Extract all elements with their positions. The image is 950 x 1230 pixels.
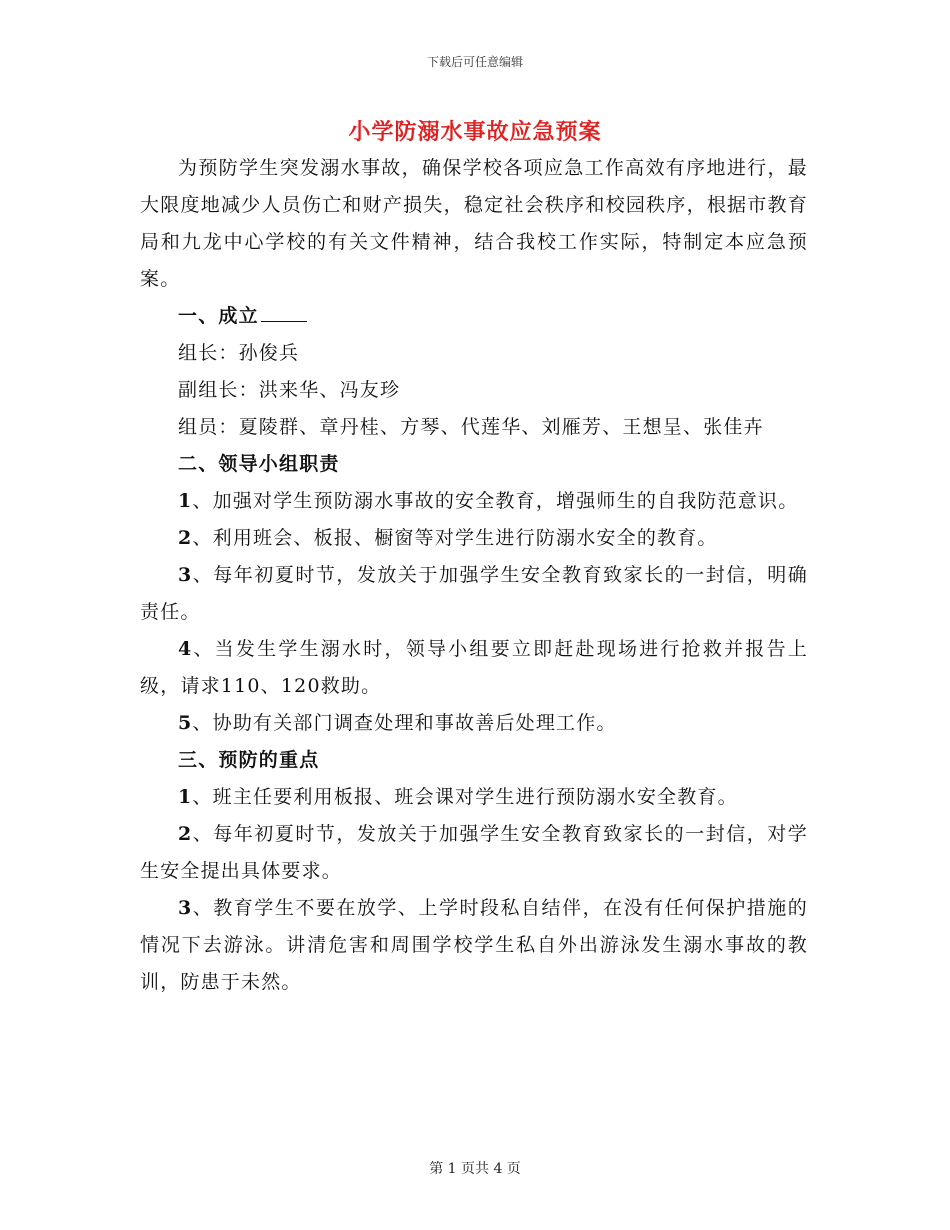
section1-members: 组员：夏陵群、章丹桂、方琴、代莲华、刘雁芳、王想呈、张佳卉 xyxy=(178,416,764,438)
section3-item: 1、班主任要利用板报、班会课对学生进行预防溺水安全教育。 xyxy=(178,786,738,808)
blank-underline xyxy=(261,303,307,322)
section1-leader: 组长：孙俊兵 xyxy=(178,342,300,364)
section3-item: 2、每年初夏时节，发放关于加强学生安全教育致家长的一封信，对学生安全提出具体要求。 xyxy=(140,823,808,882)
document-title: 小学防溺水事故应急预案 xyxy=(348,119,602,145)
section2-item: 1、加强对学生预防溺水事故的安全教育，增强师生的自我防范意识。 xyxy=(178,490,799,512)
section2-item: 4、当发生学生溺水时，领导小组要立即赶赴现场进行抢救并报告上级，请求110、120救助。 xyxy=(140,638,808,697)
intro-paragraph: 为预防学生突发溺水事故，确保学校各项应急工作高效有序地进行，最大限度地减少人员伤亡和财产损失，稳定社会秩序和校园秩序，根据市教育局和九龙中心学校的有关文件精神，结合我校工作实际，特制定本应急预案。 xyxy=(140,157,808,290)
section1-heading: 一、成立 xyxy=(140,298,808,335)
document-body xyxy=(140,150,808,1001)
section2-item: 2、利用班会、板报、橱窗等对学生进行防溺水安全的教育。 xyxy=(178,527,718,549)
section2-heading: 二、领导小组职责 xyxy=(178,453,340,475)
section3-item: 3、教育学生不要在放学、上学时段私自结伴，在没有任何保护措施的情况下去游泳。讲清危害和周围学校学生私自外出游泳发生溺水事故的教训，防患于未然。 xyxy=(140,897,808,993)
section2-item: 3、每年初夏时节，发放关于加强学生安全教育致家长的一封信，明确责任。 xyxy=(140,564,808,623)
section1-vice: 副组长：洪来华、冯友珍 xyxy=(178,379,401,401)
page-header: 下载后可任意编辑 xyxy=(426,55,523,69)
section3-heading: 三、预防的重点 xyxy=(178,749,320,771)
page-footer: 第 1 页共 4 页 xyxy=(429,1161,521,1177)
section2-item: 5、协助有关部门调查处理和事故善后处理工作。 xyxy=(178,712,617,734)
